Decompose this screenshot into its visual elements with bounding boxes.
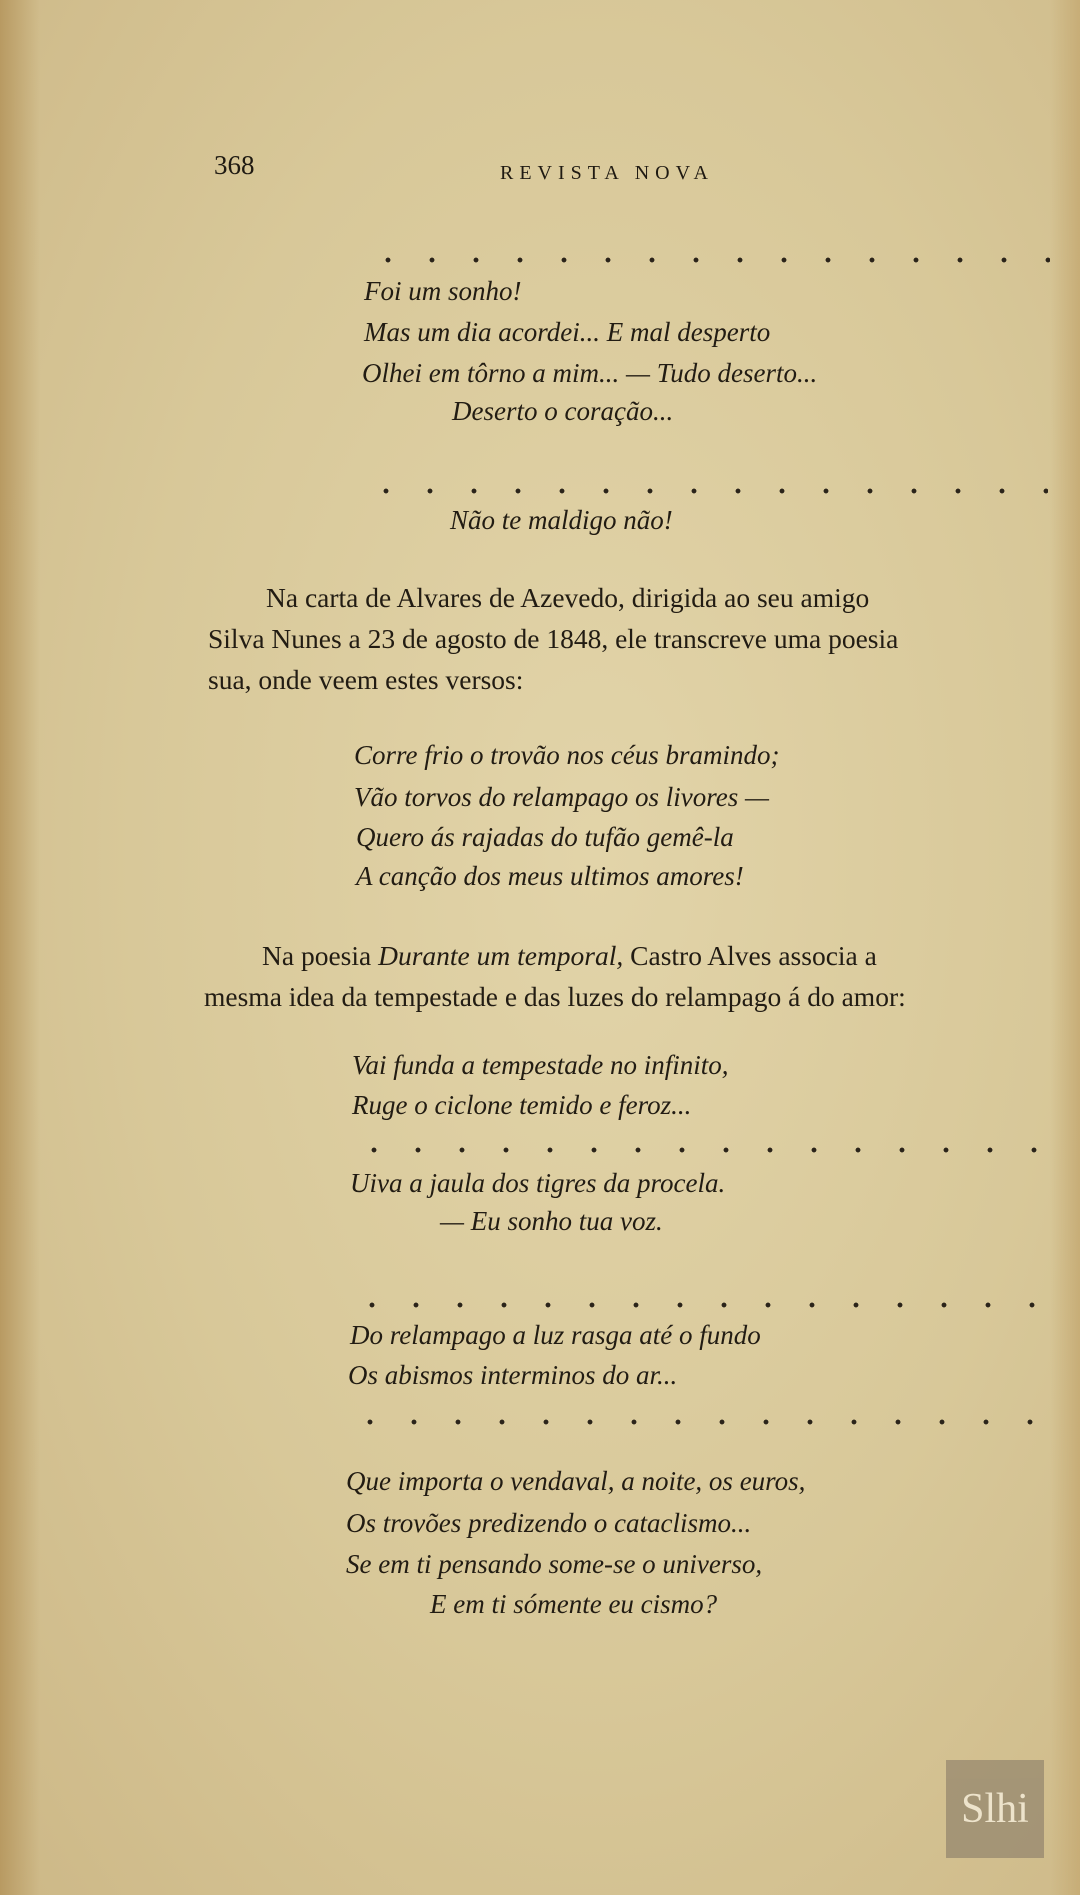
paragraph-text: Castro Alves associa a [623,940,877,971]
page-number: 368 [214,150,255,180]
paragraph-text: Na poesia [262,940,379,971]
paragraph-line: Na carta de Alvares de Azevedo, dirigida ao seu amigo [266,582,870,613]
verse-line: Vai funda a tempestade no infinito, [352,1050,729,1080]
poem-title: Durante um temporal, [378,940,624,971]
verse-line: Corre frio o trovão nos céus bramindo; [354,740,780,770]
verse-line: Os abismos interminos do ar... [348,1360,678,1390]
verse-line: Foi um sonho! [364,276,522,306]
verse-line: Olhei em tôrno a mim... — Tudo deserto... [362,358,818,388]
verse-line: A canção dos meus ultimos amores! [356,861,744,891]
ellipsis-dots-row [366,257,1050,263]
verse-line: Deserto o coração... [452,396,674,426]
verse-line: Que importa o vendaval, a noite, os euros, [346,1466,806,1496]
paragraph-line: Silva Nunes a 23 de agosto de 1848, ele transcreve uma poesia [208,623,899,654]
verse-line: Vão torvos do relampago os livores — [354,782,769,812]
paragraph-line [262,940,877,972]
page-right-edge-shadow [1050,0,1080,1895]
ellipsis-dots-row [364,488,1048,494]
library-watermark-logo: Slhi [946,1760,1044,1858]
ellipsis-dots-row [352,1147,1052,1153]
verse-line: Mas um dia acordei... E mal desperto [364,317,771,347]
running-title: REVISTA NOVA [500,162,714,184]
verse-line: Se em ti pensando some-se o universo, [346,1549,763,1579]
verse-line: E em ti sómente eu cismo? [430,1589,718,1619]
paragraph-line: sua, onde veem estes versos: [208,664,524,695]
verse-line: Do relampago a luz rasga até o fundo [350,1320,761,1350]
paragraph-line: mesma idea da tempestade e das luzes do relampago á do amor: [204,981,906,1012]
ellipsis-dots-row [348,1419,1048,1425]
verse-line: Uiva a jaula dos tigres da procela. [350,1168,726,1198]
verse-line: Ruge o ciclone temido e feroz... [352,1090,692,1120]
ellipsis-dots-row [350,1302,1050,1308]
verse-line: Os trovões predizendo o cataclismo... [346,1508,752,1538]
verse-line: Não te maldigo não! [450,505,673,535]
verse-line: Quero ás rajadas do tufão gemê-la [356,822,734,852]
page-left-edge-shadow [0,0,40,1895]
verse-line: — Eu sonho tua voz. [440,1206,663,1236]
page-header [210,150,970,190]
